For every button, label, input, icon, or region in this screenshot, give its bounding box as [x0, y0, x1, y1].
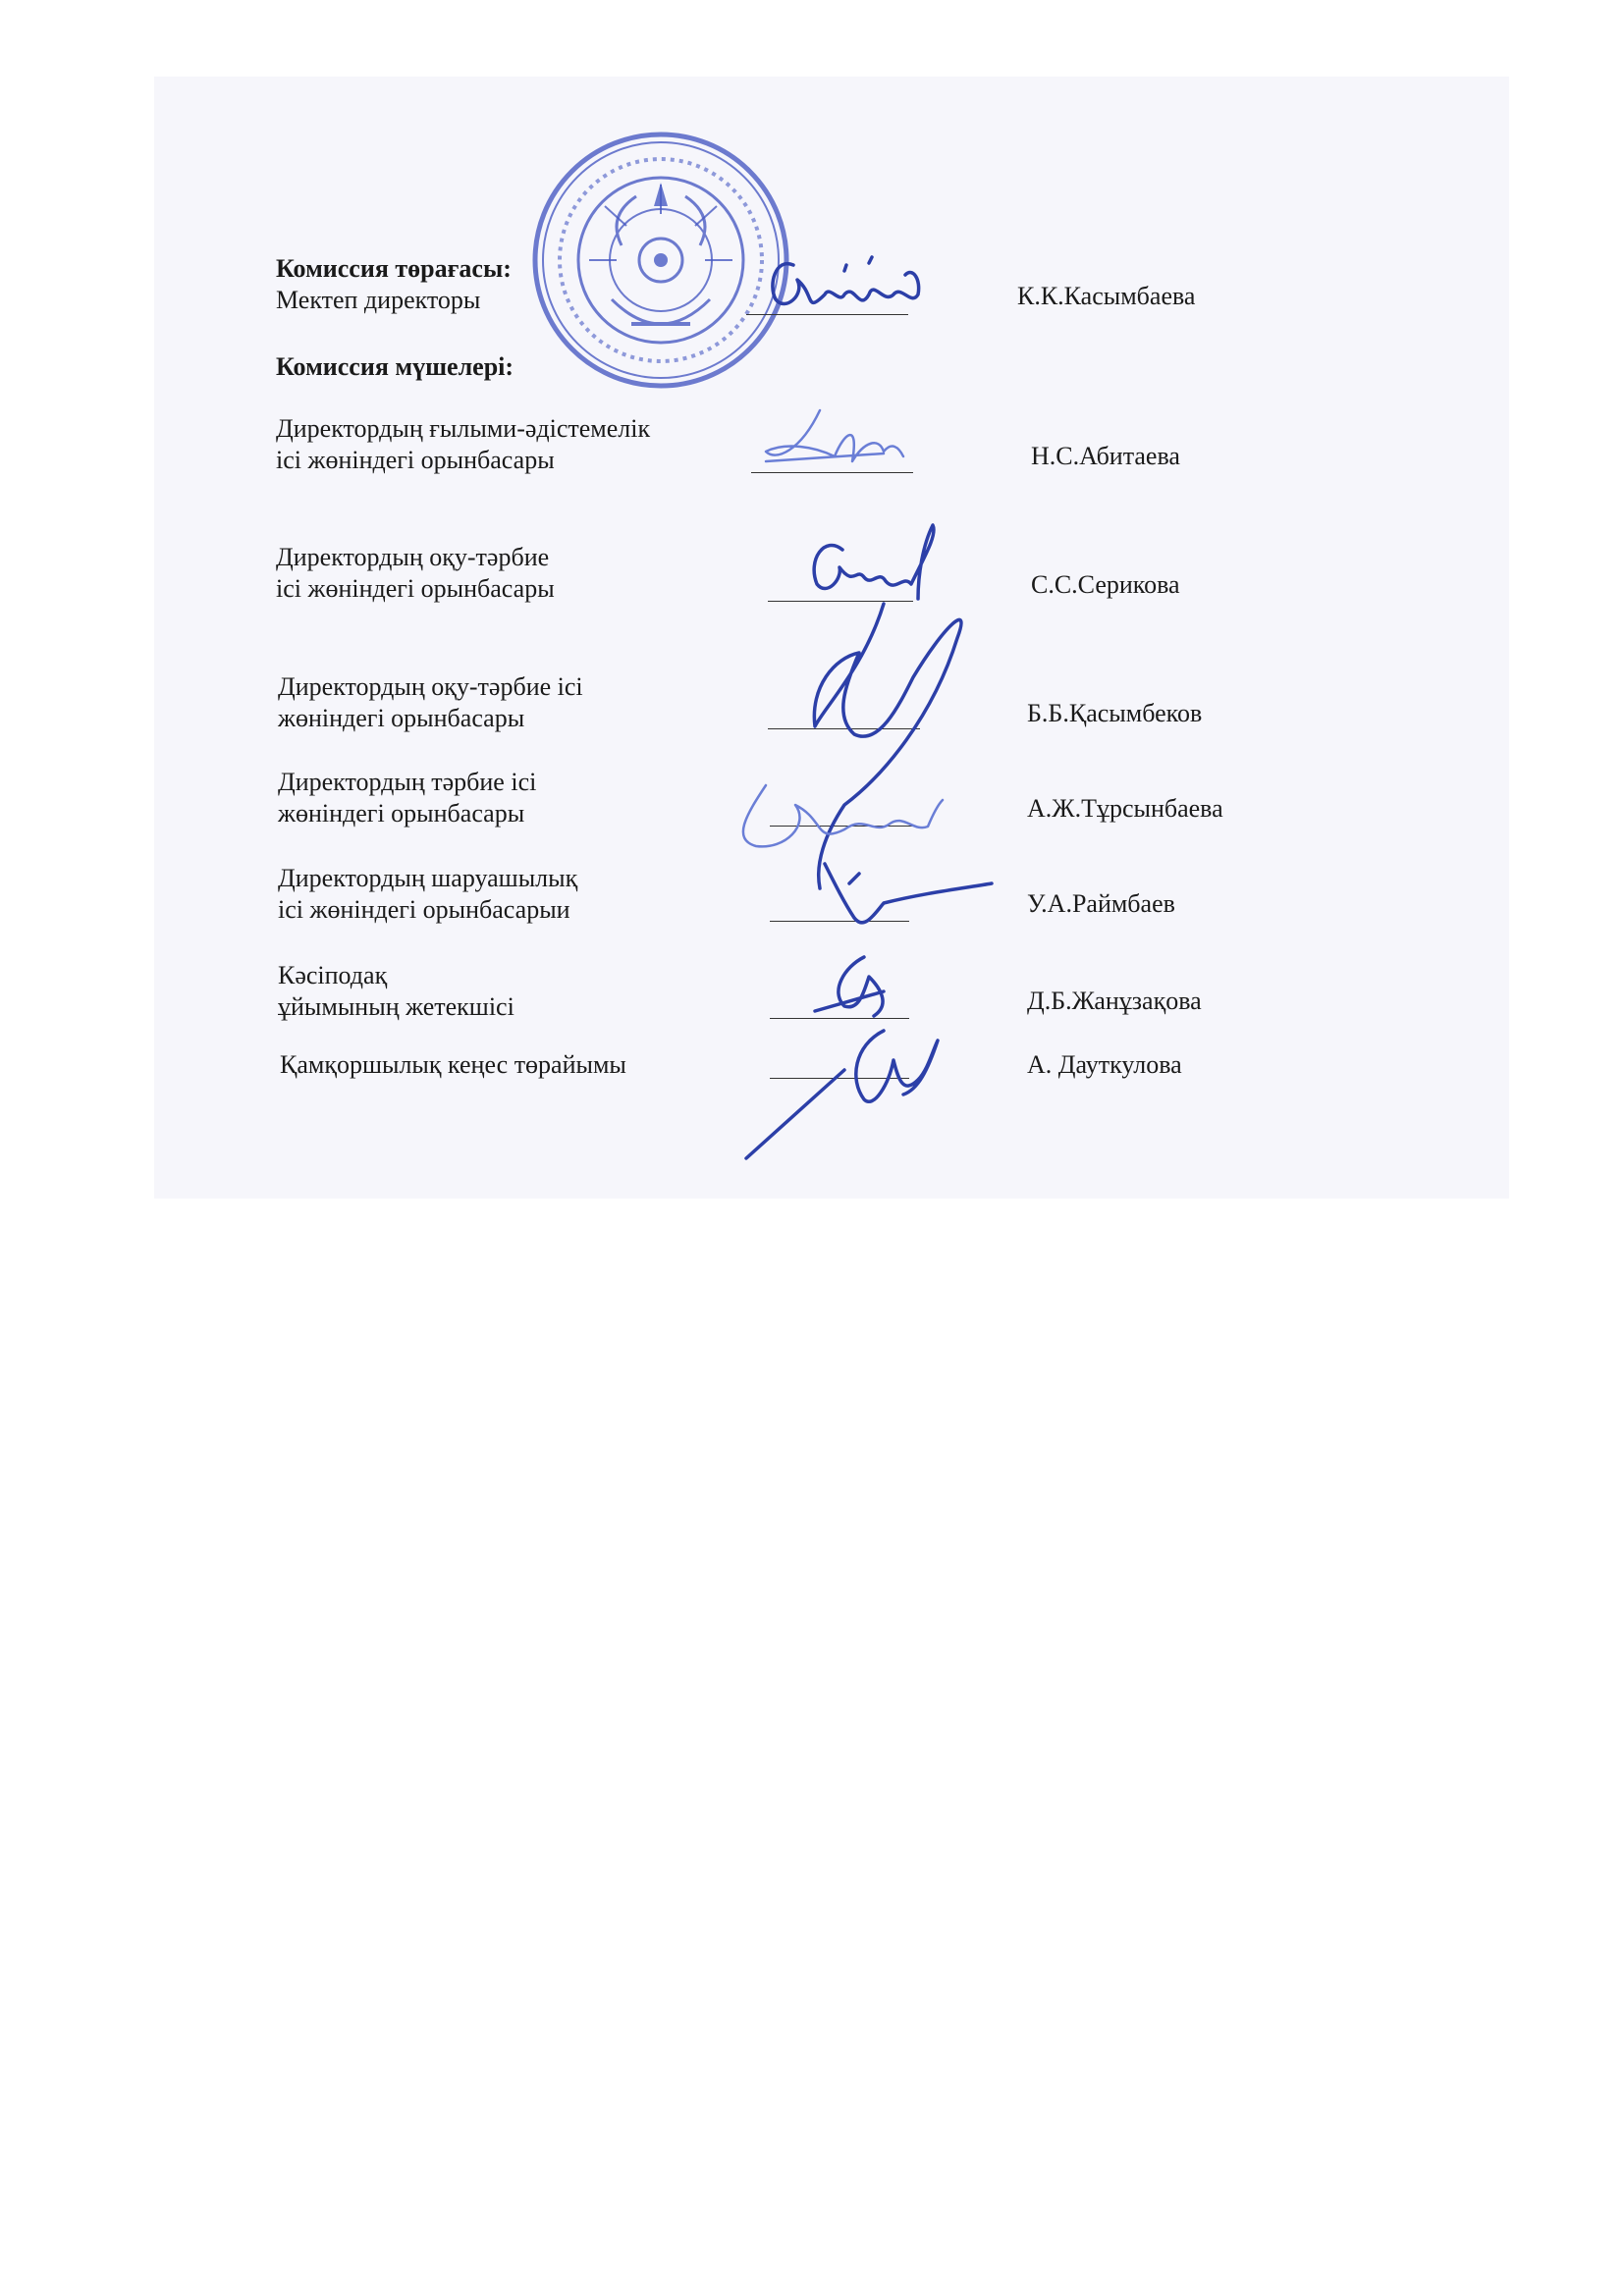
- official-stamp: [528, 128, 793, 393]
- chairman-position: Мектеп директоры: [276, 286, 481, 314]
- member-position-line1: Директордың оқу-тәрбие ісі: [278, 672, 583, 701]
- member-position-line2: ісі жөніндегі орынбасары: [276, 574, 555, 603]
- member-position-line2: ісі жөніндегі орынбасарыи: [278, 895, 570, 924]
- member-name: Д.Б.Жанұзақова: [1027, 987, 1202, 1015]
- member-position-line2: жөніндегі орынбасары: [278, 704, 525, 732]
- member-name: А. Дауткулова: [1027, 1050, 1182, 1079]
- member-position-line1: Қамқоршылық кеңес төрайымы: [280, 1050, 626, 1079]
- signature-line: [768, 601, 913, 602]
- chairman-heading: Комиссия төрағасы:: [276, 254, 512, 283]
- signature-line: [770, 1018, 909, 1019]
- chairman-name: К.К.Касымбаева: [1017, 282, 1196, 310]
- member-position-line2: ұйымының жетекшісі: [278, 992, 514, 1021]
- member-name: Н.С.Абитаева: [1031, 442, 1180, 470]
- members-heading: Комиссия мүшелері:: [276, 352, 514, 381]
- signature-line: [770, 921, 909, 922]
- member-name: У.А.Раймбаев: [1027, 889, 1175, 918]
- signature-line: [746, 314, 908, 315]
- signature-line: [768, 728, 920, 729]
- member-position-line1: Директордың тәрбие ісі: [278, 768, 537, 796]
- signature-line: [770, 826, 915, 827]
- member-position-line2: жөніндегі орынбасары: [278, 799, 525, 828]
- member-name: Б.Б.Қасымбеков: [1027, 699, 1203, 727]
- member-name: А.Ж.Тұрсынбаева: [1027, 794, 1223, 823]
- member-position-line1: Кәсіподақ: [278, 961, 388, 989]
- scanned-page: [154, 77, 1509, 1199]
- member-position-line1: Директордың ғылыми-әдістемелік: [276, 414, 651, 443]
- signature-line: [751, 472, 913, 473]
- member-name: С.С.Серикова: [1031, 570, 1180, 599]
- member-position-line2: ісі жөніндегі орынбасары: [276, 446, 555, 474]
- signature-line: [770, 1078, 909, 1079]
- member-position-line1: Директордың шаруашылық: [278, 864, 578, 892]
- member-position-line1: Директордың оқу-тәрбие: [276, 543, 550, 571]
